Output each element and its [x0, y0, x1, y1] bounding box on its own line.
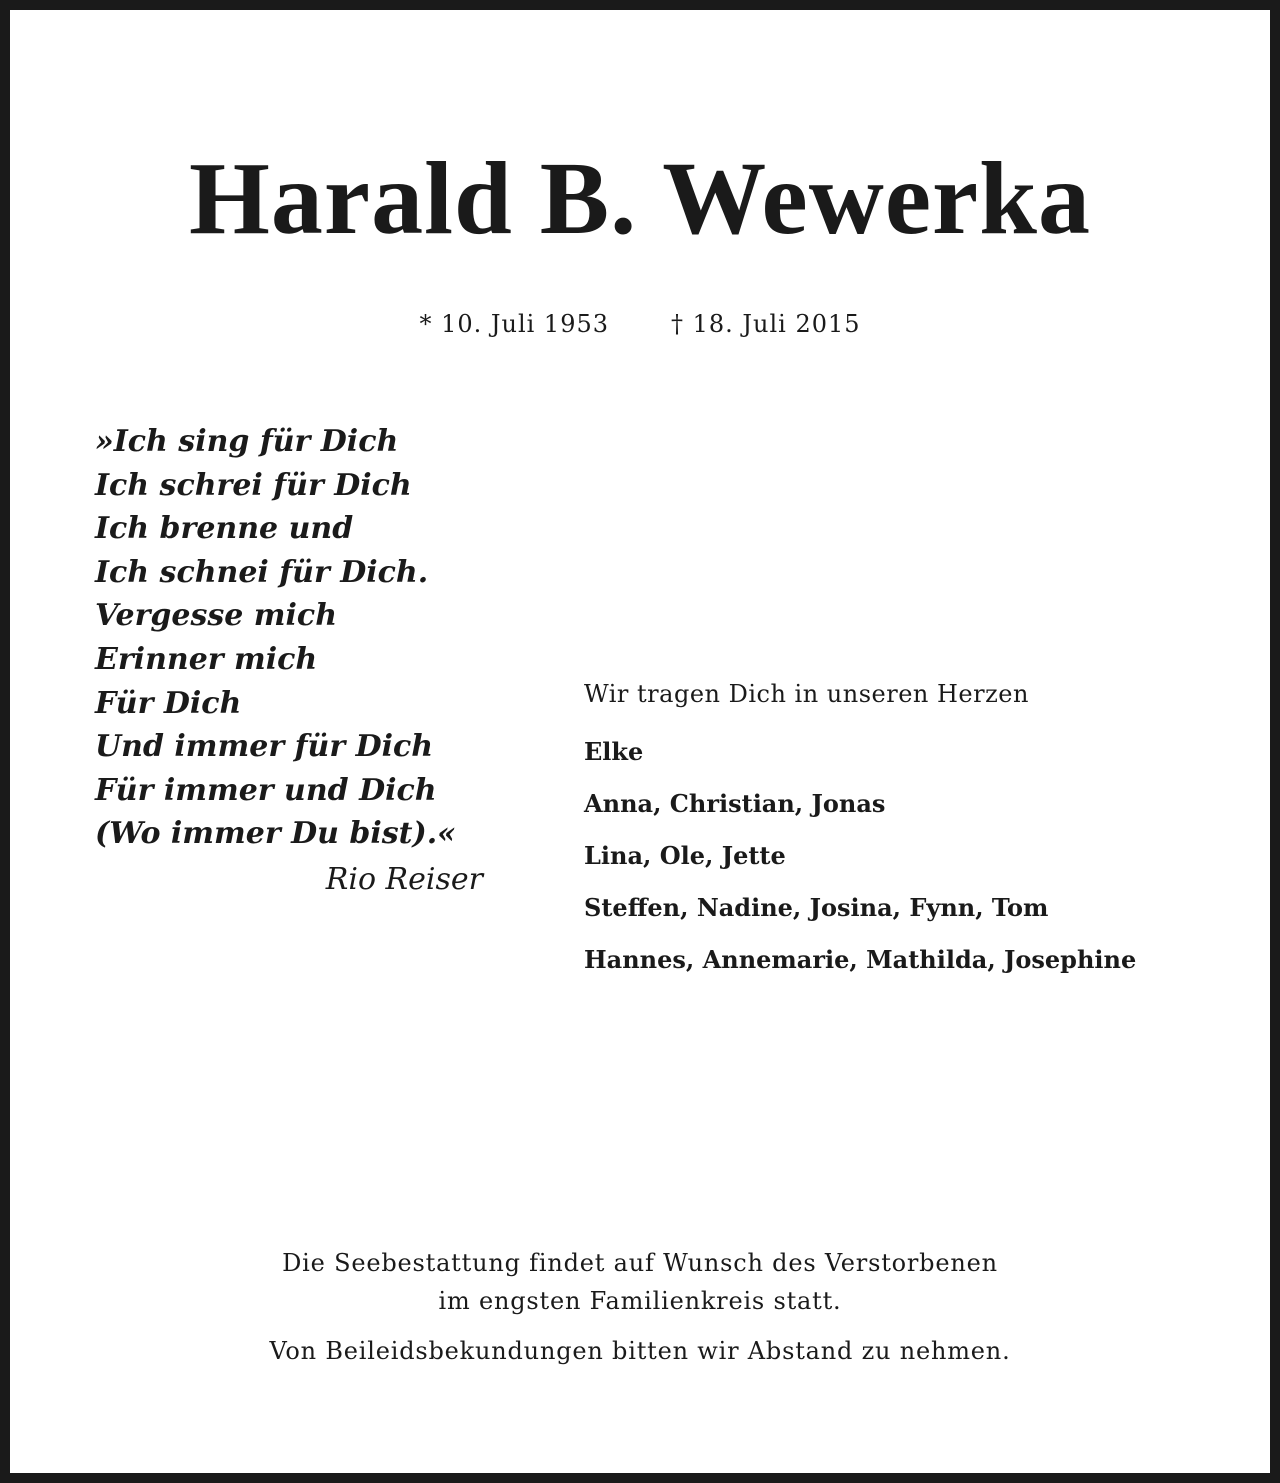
- family-member-line: Hannes, Annemarie, Mathilda, Josephine: [584, 945, 1137, 974]
- burial-note-line: Die Seebestattung findet auf Wunsch des Verstorbenen: [282, 1249, 998, 1277]
- poem-line: Für immer und Dich: [95, 772, 437, 808]
- family-intro: Wir tragen Dich in unseren Herzen: [584, 680, 1029, 708]
- poem-line: Ich brenne und: [95, 511, 354, 547]
- family-member-line: Steffen, Nadine, Josina, Fynn, Tom: [584, 893, 1049, 922]
- death-date: † 18. Juli 2015: [671, 310, 861, 338]
- poem-line: Ich schnei für Dich.: [95, 554, 429, 590]
- poem-line: »Ich sing für Dich: [95, 424, 399, 459]
- burial-note-line: im engsten Familienkreis statt.: [438, 1287, 842, 1315]
- family-member-line: Elke: [584, 737, 644, 766]
- funeral-notes: [10, 1244, 1270, 1370]
- poem-line: (Wo immer Du bist).«: [95, 816, 456, 852]
- poem-line: Für Dich: [95, 685, 242, 721]
- poem-quote: [95, 420, 485, 856]
- deceased-name: Harald B. Wewerka: [189, 141, 1091, 256]
- spacer: [10, 1320, 1270, 1332]
- family-member-line: Anna, Christian, Jonas: [584, 789, 886, 818]
- family-block: [584, 680, 1136, 998]
- poem-line: Ich schrei für Dich: [95, 467, 412, 503]
- poem-line: Vergesse mich: [95, 598, 338, 634]
- poem-line: Erinner mich: [95, 641, 318, 677]
- family-member-line: Lina, Ole, Jette: [584, 841, 786, 870]
- condolence-note: Von Beileidsbekundungen bitten wir Abstand zu nehmen.: [269, 1337, 1011, 1365]
- life-dates: [10, 310, 1270, 338]
- poem-author: Rio Reiser: [325, 862, 483, 897]
- birth-date: * 10. Juli 1953: [419, 310, 609, 338]
- poem-line: Und immer für Dich: [95, 729, 434, 765]
